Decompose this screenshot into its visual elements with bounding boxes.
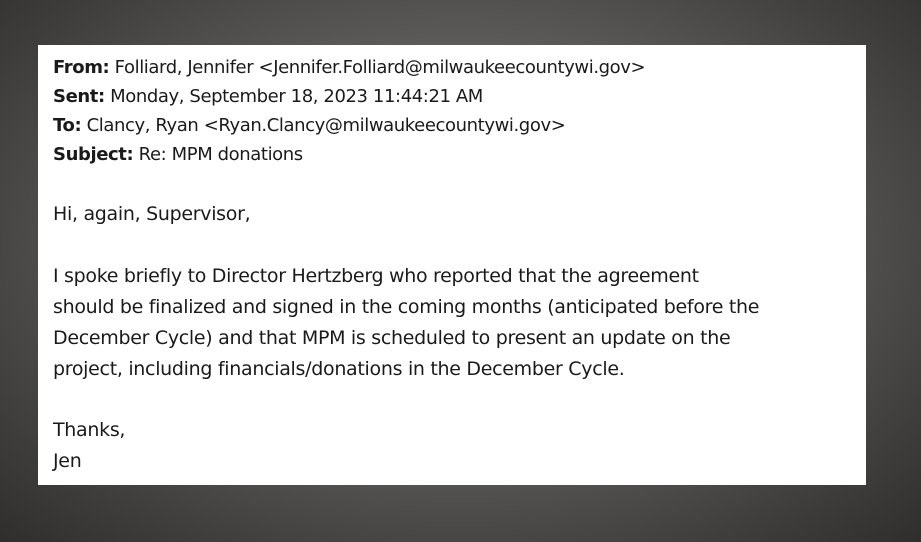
subject-label: Subject: — [53, 144, 134, 165]
from-label: From: — [53, 57, 110, 78]
email-closing: Thanks, — [53, 419, 126, 441]
sent-header — [53, 82, 866, 111]
subject-value: Re: MPM donations — [138, 144, 303, 165]
email-signature: Jen — [53, 450, 82, 472]
to-value: Clancy, Ryan <Ryan.Clancy@milwaukeecountywi.gov> — [86, 115, 566, 136]
to-header — [53, 111, 866, 140]
from-header — [53, 53, 866, 82]
paragraph-line: I spoke briefly to Director Hertzberg who reported that the agreement — [53, 265, 699, 287]
subject-header — [53, 140, 866, 169]
paragraph-line: December Cycle) and that MPM is scheduled to present an update on the — [53, 327, 731, 349]
sent-value: Monday, September 18, 2023 11:44:21 AM — [110, 86, 483, 107]
paragraph-line: should be finalized and signed in the coming months (anticipated before the — [53, 296, 760, 318]
email-paragraph — [53, 261, 853, 385]
paragraph-line: project, including financials/donations in the December Cycle. — [53, 358, 625, 380]
from-value: Folliard, Jennifer <Jennifer.Folliard@milwaukeecountywi.gov> — [114, 57, 646, 78]
sent-label: Sent: — [53, 86, 105, 107]
email-greeting: Hi, again, Supervisor, — [53, 203, 251, 225]
to-label: To: — [53, 115, 82, 136]
email-message — [38, 45, 866, 485]
